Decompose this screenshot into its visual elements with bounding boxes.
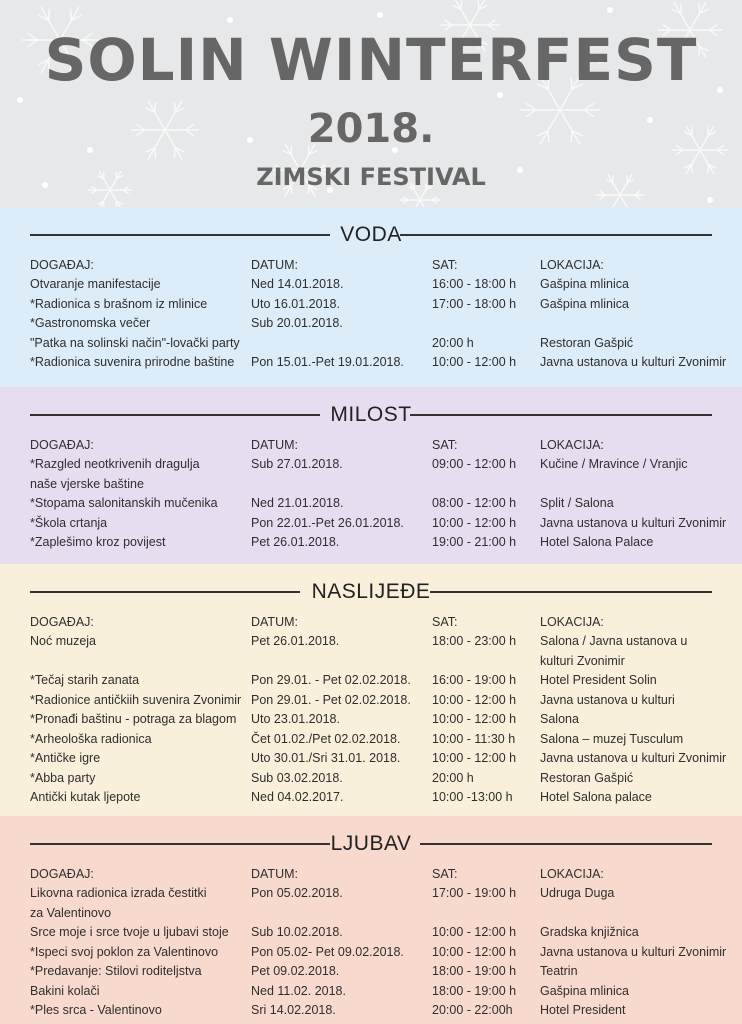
time-cell: 17:00 - 18:00 h [432,296,517,311]
date-cell: Pon 05.02- Pet 09.02.2018. [251,944,404,959]
date-cell: Pon 29.01. - Pet 02.02.2018. [251,692,411,707]
location-cell: Salona [540,712,579,726]
location-cell: kulturi Zvonimir [540,653,625,668]
table-row [0,690,742,710]
column-header-location: LOKACIJA: [540,615,604,629]
date-cell: Sub 27.01.2018. [251,457,343,471]
event-cell: *Razgled neotkrivenih dragulja [30,457,200,471]
date-cell: Uto 30.01./Sri 31.01. 2018. [251,751,401,765]
location-cell: Hotel President Solin [540,673,657,687]
table-row [0,768,742,788]
section-2 [0,564,742,816]
time-cell: 18:00 - 23:00 h [432,634,517,648]
time-cell: 20:00 - 22:00h [432,1003,513,1017]
column-header-date: DATUM: [251,867,298,881]
event-cell: Srce moje i srce tvoje u ljubavi stoje [30,925,229,939]
table-row [0,352,742,372]
event-cell: *Stopama salonitanskih mučenika [30,496,218,510]
section-title: MILOST [330,403,412,426]
time-cell: 18:00 - 19:00 h [432,964,517,978]
festival-year: 2018. [307,106,435,152]
time-cell: 10:00 - 12:00 h [432,515,517,530]
date-cell: Čet 01.02./Pet 02.02.2018. [251,731,401,746]
location-cell: Kučine / Mravince / Vranjic [540,457,688,471]
date-cell: Pet 09.02.2018. [251,964,340,978]
date-cell: Pon 05.02.2018. [251,886,343,900]
header-banner [0,0,742,207]
event-cell: *Škola crtanja [30,515,108,530]
date-cell: Ned 04.02.2017. [251,790,344,804]
time-cell: 18:00 - 19:00 h [432,983,517,998]
location-cell: Split / Salona [540,496,614,510]
table-row [0,787,742,807]
event-cell: naše vjerske baštine [30,476,144,491]
table-row [0,1000,742,1020]
table-row [0,333,742,353]
event-cell: *Ples srca - Valentinovo [30,1003,162,1017]
column-header-row [0,864,742,884]
location-cell: Udruga Duga [540,886,615,900]
festival-subtitle: ZIMSKI FESTIVAL [256,163,486,191]
table-row [0,274,742,294]
location-cell: Javna ustanova u kulturi Zvonimir [540,944,727,959]
time-cell: 17:00 - 19:00 h [432,886,517,900]
date-cell: Pet 26.01.2018. [251,535,340,549]
event-cell: *Tečaj starih zanata [30,673,140,687]
time-cell: 10:00 -13:00 h [432,790,513,804]
column-header-time: SAT: [432,438,458,452]
section-heading [30,578,712,606]
time-cell: 10:00 - 12:00 h [432,355,517,369]
location-cell: Gradska knjižnica [540,925,639,939]
column-header-row [0,435,742,455]
time-cell: 10:00 - 12:00 h [432,692,517,707]
column-header-row [0,255,742,275]
event-cell: Noć muzeja [30,634,96,648]
table-row [0,981,742,1001]
column-header-time: SAT: [432,258,458,272]
table-row [0,493,742,513]
time-cell: 16:00 - 19:00 h [432,673,517,687]
event-cell: *Pronađi baštinu - potraga za blagom [30,712,237,726]
section-heading [30,221,712,249]
time-cell: 10:00 - 11:30 h [432,731,516,746]
event-cell: *Radionice antičkiih suvenira Zvonimir [30,692,242,707]
event-cell: *Arheološka radionica [30,731,152,746]
time-cell: 10:00 - 12:00 h [432,751,517,765]
section-heading [30,830,712,858]
date-cell: Ned 11.02. 2018. [251,983,346,998]
table-row [0,922,742,942]
festival-title: SOLIN WINTERFEST [44,26,698,94]
column-header-row [0,612,742,632]
event-cell: Otvaranje manifestacije [30,277,161,291]
event-cell: "Patka na solinski način"-lovački party [30,335,240,350]
event-cell: za Valentinovo [30,905,112,920]
table-row [0,942,742,962]
column-header-location: LOKACIJA: [540,258,604,272]
table-row [0,532,742,552]
date-cell: Sub 20.01.2018. [251,316,343,330]
location-cell: Javna ustanova u kulturi Zvonimir [540,355,727,369]
date-cell: Sub 10.02.2018. [251,925,343,939]
section-title: LJUBAV [330,832,412,855]
date-cell: Ned 14.01.2018. [251,277,344,291]
date-cell: Sub 03.02.2018. [251,770,343,785]
date-cell: Pet 26.01.2018. [251,634,340,648]
table-row [0,709,742,729]
table-row [0,670,742,690]
time-cell: 10:00 - 12:00 h [432,925,517,939]
date-cell: Pon 29.01. - Pet 02.02.2018. [251,673,411,687]
table-row [0,294,742,314]
location-cell: Javna ustanova u kulturi [540,692,675,707]
column-header-location: LOKACIJA: [540,867,604,881]
event-cell: Antički kutak ljepote [30,790,141,804]
section-title: VODA [340,223,402,246]
time-cell: 20:00 h [432,770,474,785]
location-cell: Hotel Salona Palace [540,535,654,549]
location-cell: Javna ustanova u kulturi Zvonimir [540,515,727,530]
location-cell: Salona – muzej Tusculum [540,731,684,746]
table-row [0,513,742,533]
time-cell: 20:00 h [432,335,474,350]
date-cell: Pon 22.01.-Pet 26.01.2018. [251,515,404,530]
event-cell: *Abba party [30,770,96,785]
column-header-event: DOGAĐAJ: [30,867,94,881]
time-cell: 10:00 - 12:00 h [432,712,517,726]
column-header-event: DOGAĐAJ: [30,258,94,272]
event-cell: *Predavanje: Stilovi roditeljstva [30,964,202,978]
section-heading [30,401,712,429]
time-cell: 10:00 - 12:00 h [432,944,517,959]
table-row [0,454,742,474]
time-cell: 09:00 - 12:00 h [432,457,517,471]
location-cell: Hotel Salona palace [540,790,652,804]
location-cell: Salona / Javna ustanova u [540,634,688,648]
location-cell: Gašpina mlinica [540,296,629,311]
location-cell: Restoran Gašpić [540,770,634,785]
column-header-date: DATUM: [251,438,298,452]
location-cell: Teatrin [540,964,578,978]
location-cell: Javna ustanova u kulturi Zvonimir [540,751,727,765]
section-3 [0,816,742,1024]
section-0 [0,207,742,387]
column-header-time: SAT: [432,867,458,881]
event-cell: Bakini kolači [30,983,100,998]
column-header-event: DOGAĐAJ: [30,438,94,452]
location-cell: Gašpina mlinica [540,983,629,998]
event-cell: *Gastronomska večer [30,316,151,330]
table-row [0,313,742,333]
column-header-date: DATUM: [251,615,298,629]
table-row [0,883,742,903]
time-cell: 08:00 - 12:00 h [432,496,517,510]
section-title: NASLIJEĐE [311,580,431,603]
event-cell: *Antičke igre [30,751,101,765]
event-cell: *Ispeci svoj poklon za Valentinovo [30,944,219,959]
date-cell: Uto 23.01.2018. [251,712,340,726]
table-row [0,961,742,981]
location-cell: Restoran Gašpić [540,335,634,350]
time-cell: 16:00 - 18:00 h [432,277,517,291]
date-cell: Uto 16.01.2018. [251,296,340,311]
event-cell: *Radionica s brašnom iz mlinice [30,296,208,311]
location-cell: Hotel President [540,1003,626,1017]
table-row [0,748,742,768]
date-cell: Pon 15.01.-Pet 19.01.2018. [251,355,404,369]
event-cell: *Zaplešimo kroz povijest [30,535,166,549]
column-header-date: DATUM: [251,258,298,272]
event-cell: *Radionica suvenira prirodne baštine [30,355,235,369]
table-row [0,729,742,749]
date-cell: Ned 21.01.2018. [251,496,344,510]
column-header-time: SAT: [432,615,458,629]
table-row [0,474,742,494]
column-header-location: LOKACIJA: [540,438,604,452]
time-cell: 19:00 - 21:00 h [432,535,517,549]
table-row [0,903,742,923]
table-row [0,651,742,671]
date-cell: Sri 14.02.2018. [251,1003,336,1017]
location-cell: Gašpina mlinica [540,277,629,291]
section-1 [0,387,742,564]
table-row [0,631,742,651]
event-cell: Likovna radionica izrada čestitki [30,886,207,900]
column-header-event: DOGAĐAJ: [30,615,94,629]
